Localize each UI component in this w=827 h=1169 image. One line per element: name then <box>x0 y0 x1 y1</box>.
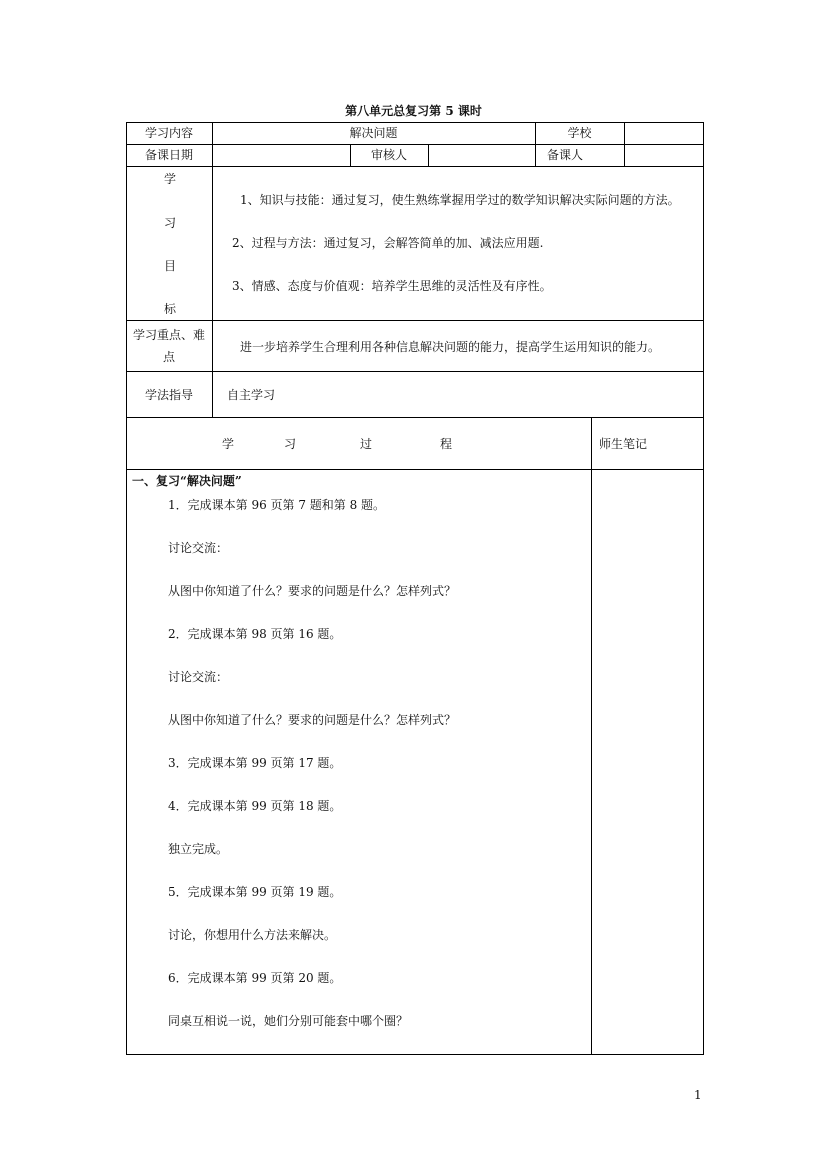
school-label: 学校 <box>567 126 592 140</box>
objective-item: 3、情感、态度与价值观：培养学生思维的灵活性及有序性。 <box>232 279 552 293</box>
page-number: 1 <box>694 1088 702 1102</box>
key-points-label-cont: 点 <box>162 350 175 364</box>
process-line: 讨论交流： <box>168 541 229 555</box>
school-value[interactable] <box>624 126 703 140</box>
process-line: 2．完成课本第 98 页第 16 题。 <box>168 627 342 641</box>
section-title: 一、复习“解决问题” <box>132 474 242 488</box>
process-line: 独立完成。 <box>168 842 229 856</box>
process-line: 4．完成课本第 99 页第 18 题。 <box>168 799 342 813</box>
objective-item: 1、知识与技能：通过复习，使生熟练掌握用学过的数学知识解决实际问题的方法。 <box>240 193 680 207</box>
process-line: 6．完成课本第 99 页第 20 题。 <box>168 971 342 985</box>
method-value: 自主学习 <box>227 388 276 402</box>
preparer-label: 备课人 <box>546 148 583 162</box>
process-line: 讨论交流： <box>168 670 229 684</box>
process-line: 从图中你知道了什么？要求的问题是什么？怎样列式？ <box>168 584 457 598</box>
objectives-label-char: 标 <box>163 302 176 316</box>
content-label: 学习内容 <box>144 126 193 140</box>
notes-label: 师生笔记 <box>599 437 648 451</box>
date-value[interactable] <box>212 148 350 162</box>
process-header-char: 过 <box>360 437 373 451</box>
process-line: 1．完成课本第 96 页第 7 题和第 8 题。 <box>168 498 386 512</box>
key-points-text: 进一步培养学生合理利用各种信息解决问题的能力，提高学生运用知识的能力。 <box>240 340 661 354</box>
method-label: 学法指导 <box>144 388 193 402</box>
objectives-label-char: 习 <box>163 216 176 230</box>
content-value: 解决问题 <box>349 126 398 140</box>
preparer-value[interactable] <box>624 148 703 162</box>
process-line: 讨论，你想用什么方法来解决。 <box>168 928 337 942</box>
process-line: 同桌互相说一说，她们分别可能套中哪个圈？ <box>168 1014 409 1028</box>
process-header-char: 习 <box>284 437 297 451</box>
process-line: 3．完成课本第 99 页第 17 题。 <box>168 756 342 770</box>
objectives-label-char: 目 <box>163 259 176 273</box>
reviewer-label: 审核人 <box>370 148 407 162</box>
process-header-char: 学 <box>222 437 235 451</box>
objectives-label-char: 学 <box>163 172 176 186</box>
page-title: 第八单元总复习第 5 课时 <box>345 104 482 118</box>
process-line: 5．完成课本第 99 页第 19 题。 <box>168 885 342 899</box>
process-header-char: 程 <box>440 437 453 451</box>
objective-item: 2、过程与方法：通过复习，会解答简单的加、减法应用题. <box>232 236 544 250</box>
date-label: 备课日期 <box>144 148 193 162</box>
reviewer-value[interactable] <box>428 148 535 162</box>
key-points-label: 学习重点、难 <box>132 328 205 342</box>
process-line: 从图中你知道了什么？要求的问题是什么？怎样列式？ <box>168 713 457 727</box>
